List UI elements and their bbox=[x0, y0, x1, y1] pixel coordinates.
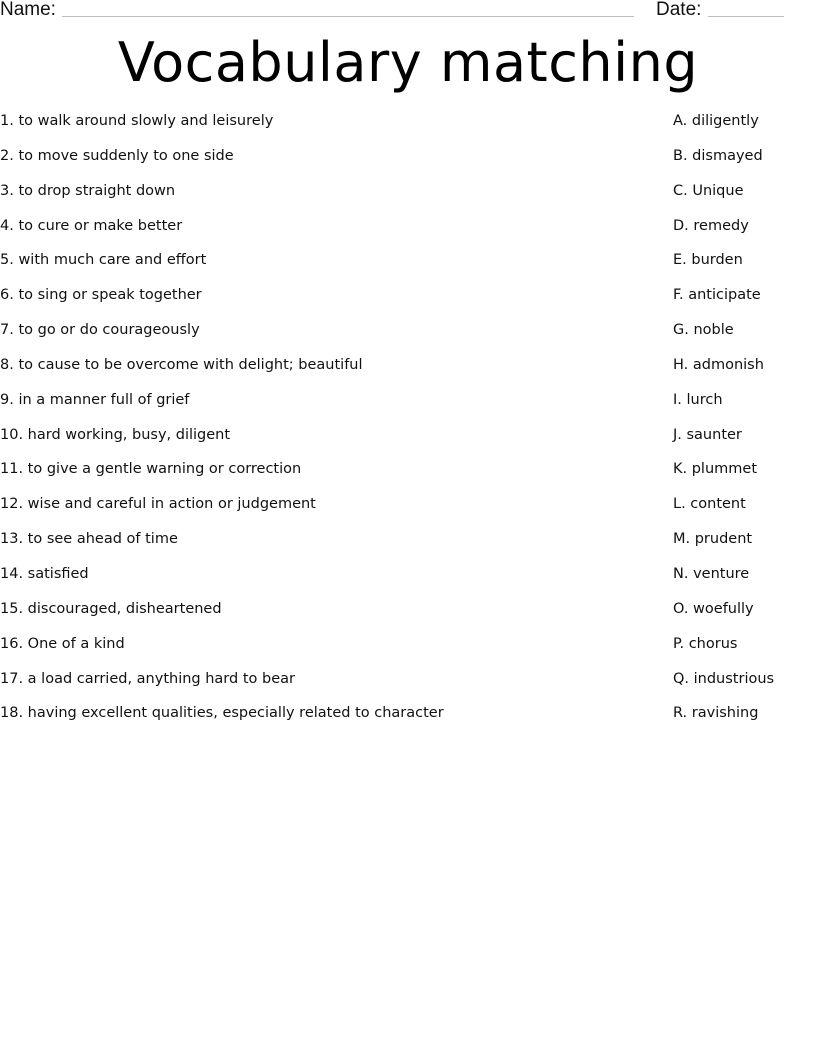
clue-item: 18. having excellent qualities, especially related to character bbox=[0, 705, 444, 722]
header bbox=[0, 0, 816, 22]
answer-item: I. lurch bbox=[673, 391, 723, 408]
answer-item: K. plummet bbox=[673, 461, 758, 478]
clue-item: 10. hard working, busy, diligent bbox=[0, 426, 231, 443]
clue-item: 3. to drop straight down bbox=[0, 182, 176, 199]
answer-item: O. woefully bbox=[673, 600, 754, 617]
clue-item: 17. a load carried, anything hard to bear bbox=[0, 670, 295, 687]
answer-item: R. ravishing bbox=[673, 705, 759, 722]
answer-item: N. venture bbox=[673, 565, 750, 582]
answer-item: D. remedy bbox=[673, 217, 749, 234]
clue-item: 5. with much care and effort bbox=[0, 252, 207, 269]
answer-item: F. anticipate bbox=[673, 287, 761, 304]
clue-item: 13. to see ahead of time bbox=[0, 531, 178, 548]
answer-item: G. noble bbox=[673, 322, 734, 339]
clue-list bbox=[0, 111, 640, 738]
name-label: Name: bbox=[0, 0, 56, 20]
answer-item: J. saunter bbox=[673, 426, 742, 443]
date-label: Date: bbox=[656, 0, 702, 20]
clue-item: 6. to sing or speak together bbox=[0, 287, 202, 304]
answer-item: H. admonish bbox=[673, 356, 764, 373]
clue-item: 12. wise and careful in action or judgement bbox=[0, 496, 316, 513]
name-blank-line[interactable] bbox=[62, 16, 634, 17]
answer-item: A. diligently bbox=[673, 113, 759, 129]
clue-item: 4. to cure or make better bbox=[0, 217, 183, 234]
answer-item: C. Unique bbox=[673, 182, 744, 199]
page-title: Vocabulary matching bbox=[117, 31, 699, 94]
clue-item: 11. to give a gentle warning or correction bbox=[0, 461, 302, 478]
clue-item: 2. to move suddenly to one side bbox=[0, 147, 234, 164]
clue-item: 1. to walk around slowly and leisurely bbox=[0, 113, 274, 129]
answer-item: B. dismayed bbox=[673, 147, 763, 164]
answer-list bbox=[673, 111, 813, 738]
clue-item: 15. discouraged, disheartened bbox=[0, 600, 222, 617]
answer-item: P. chorus bbox=[673, 635, 738, 652]
date-blank-line[interactable] bbox=[708, 16, 784, 17]
answer-item: Q. industrious bbox=[673, 670, 775, 687]
answer-item: L. content bbox=[673, 496, 746, 513]
clue-item: 8. to cause to be overcome with delight; beautiful bbox=[0, 356, 363, 373]
clue-item: 16. One of a kind bbox=[0, 635, 125, 652]
answer-item: E. burden bbox=[673, 252, 743, 269]
clue-item: 14. satisfied bbox=[0, 565, 89, 582]
answer-item: M. prudent bbox=[673, 531, 753, 548]
clue-item: 7. to go or do courageously bbox=[0, 322, 200, 339]
clue-item: 9. in a manner full of grief bbox=[0, 391, 190, 408]
